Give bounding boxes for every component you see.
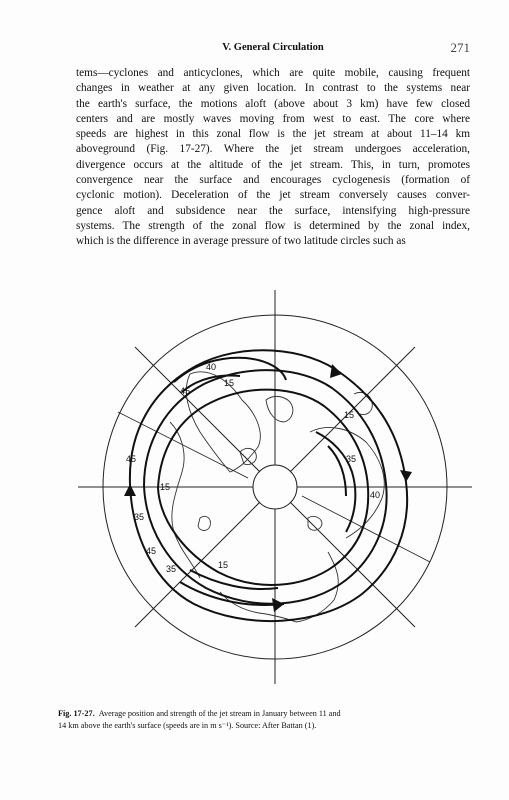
text-line: gence aloft and subsidence near the surface, intensifying high-pressure	[76, 204, 470, 217]
speed-label: 15	[218, 560, 229, 570]
speed-label: 45	[180, 386, 191, 396]
text-line: speeds are highest in this zonal flow is the jet stream at about 11–14 km	[76, 128, 470, 141]
text-line: centers and are mostly waves moving from west to east. The core where	[76, 112, 470, 125]
text-line: systems. The strength of the zonal flow is determined by the zonal index,	[76, 219, 470, 232]
speed-label: 15	[344, 410, 355, 420]
text-line: tems—cyclones and anticyclones, which are quite mobile, causing frequent	[76, 67, 470, 79]
speed-label: 35	[134, 512, 145, 522]
figure-caption	[58, 708, 468, 732]
jet-stream-flow	[130, 350, 407, 621]
speed-label: 15	[160, 482, 171, 492]
text-line: divergence occurs at the altitude of the jet stream. This, in turn, promotes	[76, 158, 470, 171]
speed-label: 40	[206, 362, 217, 372]
text-line: aboveground (Fig. 17-27). Where the jet stream undergoes acceleration,	[76, 143, 470, 156]
caption-text-1: Average position and strength of the jet stream in January between 11 and	[98, 709, 341, 718]
caption-line-1	[58, 708, 468, 720]
running-header	[76, 40, 470, 56]
body-paragraph	[76, 66, 470, 250]
speed-label: 35	[166, 564, 177, 574]
figure-label: Fig. 17-27.	[58, 709, 95, 718]
text-line: which is the difference in average pressure of two latitude circles such as	[76, 235, 406, 248]
speed-label: 40	[370, 490, 381, 500]
map-graticule	[78, 290, 472, 684]
page-number: 271	[450, 40, 470, 55]
text-line: changes in weather at any given location. In contrast to the systems near	[76, 82, 470, 95]
speed-label: 45	[126, 454, 137, 464]
speed-label: 35	[346, 454, 357, 464]
speed-label: 15	[224, 378, 235, 388]
text-line: convergence near the surface and encourages cyclogenesis (formation of	[76, 174, 470, 187]
jet-stream-map	[70, 282, 480, 692]
section-title: V. General Circulation	[222, 42, 324, 53]
text-line: cyclonic motion). Deceleration of the jet stream conversely causes conver-	[76, 189, 470, 202]
caption-line-2: 14 km above the earth's surface (speeds are in m s⁻¹). Source: After Battan (1).	[58, 721, 317, 730]
speed-label: 45	[146, 546, 157, 556]
text-line: the earth's surface, the motions aloft (above about 3 km) have few closed	[76, 97, 470, 110]
